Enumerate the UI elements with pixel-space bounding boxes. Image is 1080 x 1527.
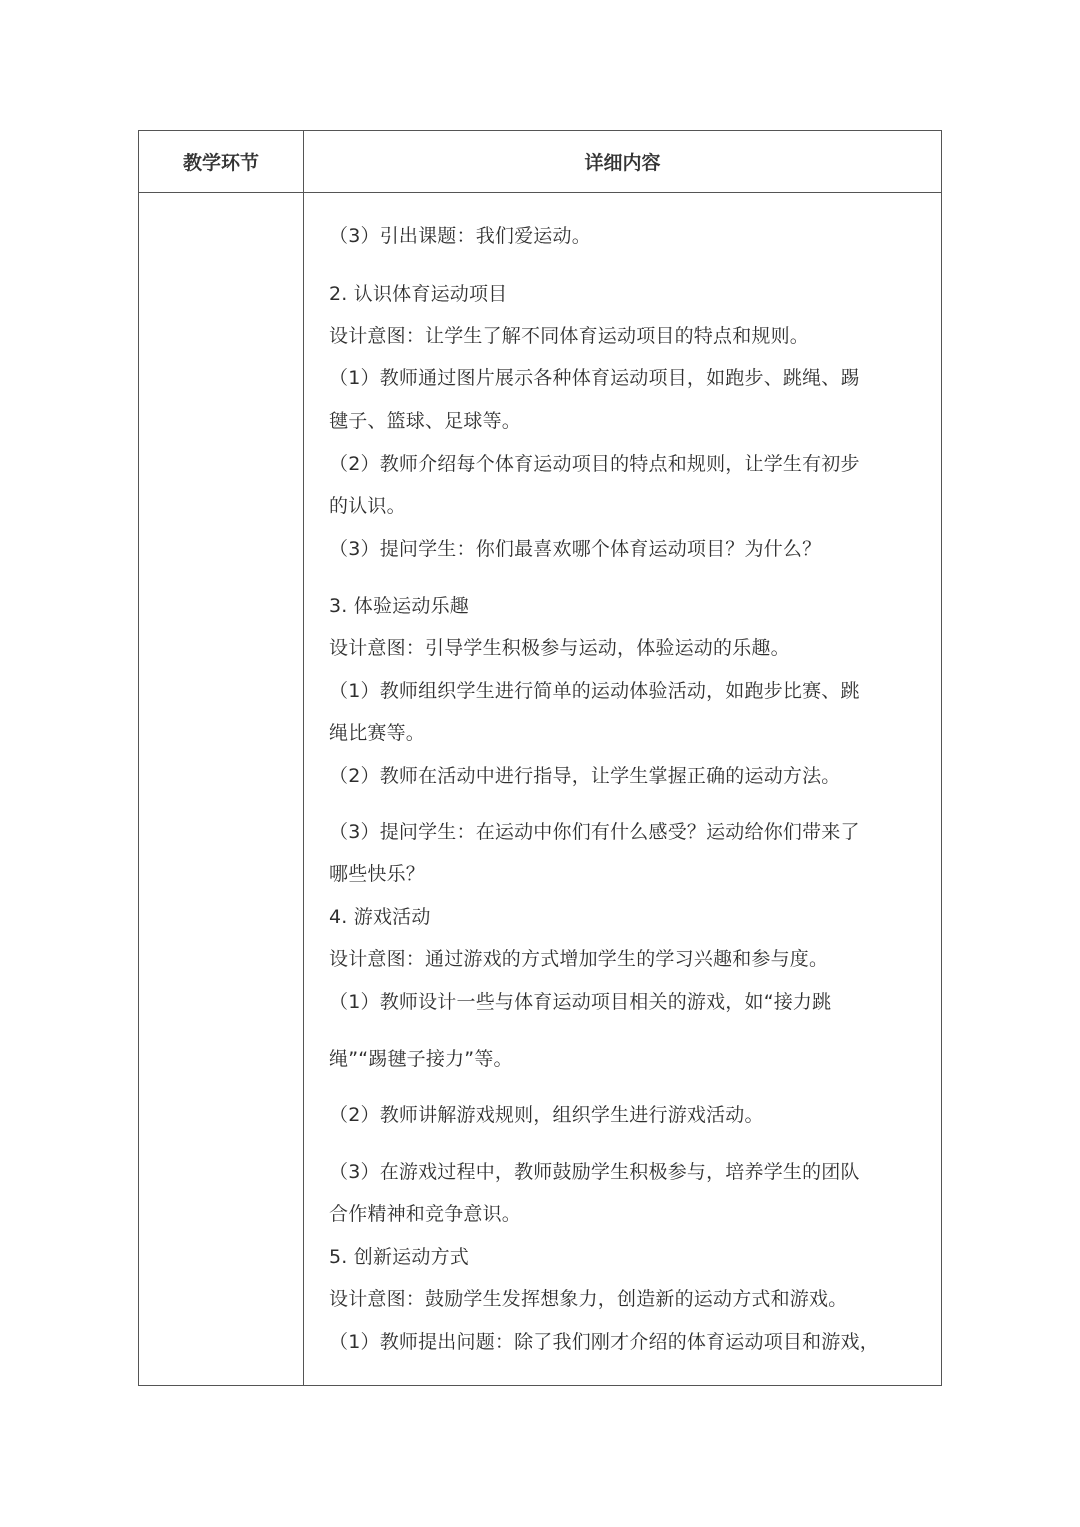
- content-line: （1）教师提出问题：除了我们刚才介绍的体育运动项目和游戏，: [329, 1331, 879, 1353]
- design-intent: 设计意图：让学生了解不同体育运动项目的特点和规则。: [329, 325, 810, 347]
- design-intent: 设计意图：鼓励学生发挥想象力，创造新的运动方式和游戏。: [329, 1288, 848, 1310]
- content-line: （3）提问学生：你们最喜欢哪个体育运动项目？为什么？: [329, 538, 822, 560]
- section-heading: 5. 创新运动方式: [329, 1246, 469, 1268]
- design-intent: 设计意图：通过游戏的方式增加学生的学习兴趣和参与度。: [329, 948, 829, 970]
- content-line: （1）教师通过图片展示各种体育运动项目，如跑步、跳绳、踢: [329, 367, 860, 389]
- table-header-row: [139, 131, 942, 193]
- stage-cell: [139, 193, 304, 1386]
- table-body-row: [139, 193, 942, 1386]
- content-line: （3）引出课题：我们爱运动。: [329, 225, 591, 247]
- content-line: （1）教师组织学生进行简单的运动体验活动，如跑步比赛、跳: [329, 680, 860, 702]
- content-line: 合作精神和竞争意识。: [329, 1203, 522, 1225]
- content-text-block: [304, 193, 941, 1385]
- section-heading: 3. 体验运动乐趣: [329, 595, 469, 617]
- header-detailed-content: 详细内容: [304, 131, 942, 193]
- content-line: 绳”“踢毽子接力”等。: [329, 1048, 513, 1070]
- content-line: 哪些快乐？: [329, 863, 426, 885]
- content-line: （2）教师在活动中进行指导，让学生掌握正确的运动方法。: [329, 765, 841, 787]
- content-cell: [304, 193, 942, 1386]
- content-line: 绳比赛等。: [329, 722, 426, 744]
- content-line: 的认识。: [329, 495, 406, 517]
- section-heading: 2. 认识体育运动项目: [329, 283, 508, 305]
- header-teaching-stage: 教学环节: [139, 131, 304, 193]
- content-line: （2）教师介绍每个体育运动项目的特点和规则，让学生有初步: [329, 453, 860, 475]
- content-line: （3）提问学生：在运动中你们有什么感受？运动给你们带来了: [329, 821, 860, 843]
- content-line: （2）教师讲解游戏规则，组织学生进行游戏活动。: [329, 1104, 764, 1126]
- lesson-plan-table: [138, 130, 942, 1386]
- content-line: （3）在游戏过程中，教师鼓励学生积极参与，培养学生的团队: [329, 1161, 860, 1183]
- section-heading: 4. 游戏活动: [329, 906, 431, 928]
- content-line: （1）教师设计一些与体育运动项目相关的游戏，如“接力跳: [329, 991, 832, 1013]
- design-intent: 设计意图：引导学生积极参与运动，体验运动的乐趣。: [329, 637, 790, 659]
- content-line: 毽子、篮球、足球等。: [329, 410, 522, 432]
